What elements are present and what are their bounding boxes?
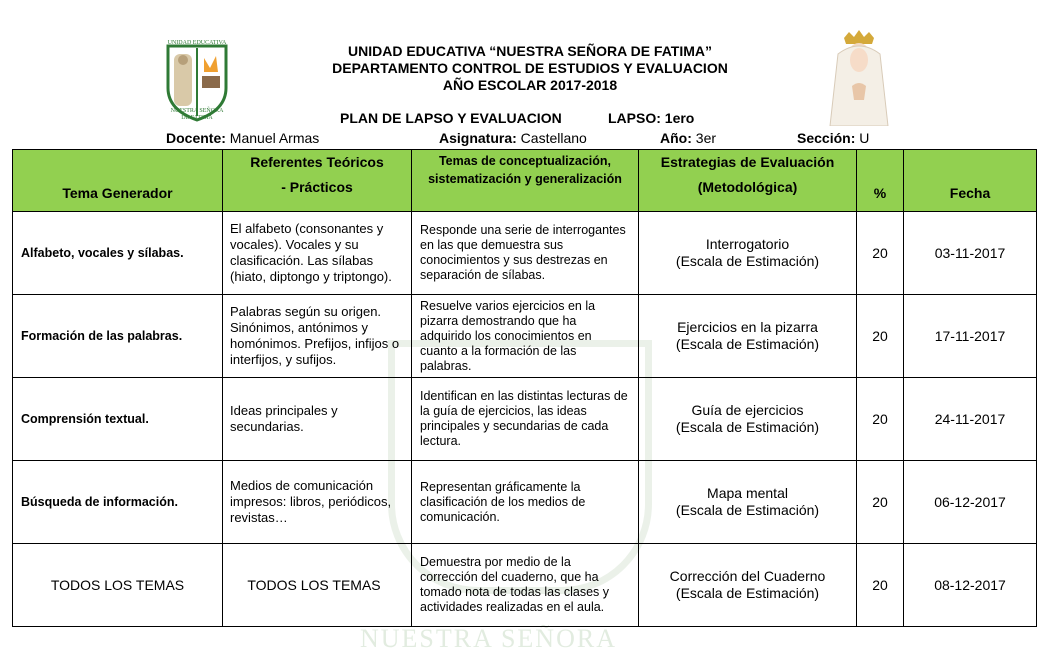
header-temas-line1: Temas de conceptualización, [438, 154, 612, 168]
referentes-cell: Medios de comunicación impresos: libros, periódicos, revistas… [223, 461, 412, 544]
docente-info [166, 130, 319, 146]
logo-top-text: UNIDAD EDUCATIVA [167, 40, 227, 46]
logo-bottom-text-2: DE FATIMA [181, 115, 213, 121]
date-cell: 17-11-2017 [904, 295, 1037, 378]
school-name: UNIDAD EDUCATIVA “NUESTRA SEÑORA DE FATIMA” [348, 43, 712, 59]
date-cell: 03-11-2017 [904, 212, 1037, 295]
estrategia-scale: (Escala de Estimación) [675, 502, 820, 518]
table-row [13, 544, 1037, 627]
tema-cell: Alfabeto, vocales y sílabas. [13, 212, 223, 295]
estrategia-scale: (Escala de Estimación) [675, 419, 820, 435]
header-temas [412, 150, 639, 212]
header-estrategias-line1: Estrategias de Evaluación [660, 154, 835, 170]
header-temas-line2: sistematización y generalización [428, 172, 622, 186]
anio-label: Año: [660, 130, 692, 146]
referentes-cell: TODOS LOS TEMAS [223, 544, 412, 627]
madonna-image [824, 30, 894, 126]
header-porcentaje: % [857, 150, 904, 212]
docente-label: Docente: [166, 130, 226, 146]
percent-cell: 20 [857, 378, 904, 461]
header-referentes [223, 150, 412, 212]
estrategia-cell [639, 295, 857, 378]
table-header-row [13, 150, 1037, 212]
asignatura-value: Castellano [516, 130, 587, 146]
estrategia-name: Corrección del Cuaderno [669, 568, 826, 584]
seccion-value: U [855, 130, 870, 146]
estrategia-scale: (Escala de Estimación) [675, 253, 820, 269]
percent-cell: 20 [857, 461, 904, 544]
estrategia-name: Mapa mental [707, 485, 788, 501]
table-row [13, 461, 1037, 544]
temas-cell: Demuestra por medio de la corrección del cuaderno, que ha tomado nota de todas las clases y actividades realizadas en el aula. [412, 544, 639, 627]
percent-cell: 20 [857, 212, 904, 295]
header-estrategias [639, 150, 857, 212]
tema-cell: Búsqueda de información. [13, 461, 223, 544]
estrategia-cell [639, 212, 857, 295]
percent-cell: 20 [857, 295, 904, 378]
header-referentes-line1: Referentes Teóricos [250, 154, 384, 170]
seccion-info [797, 130, 869, 146]
tema-cell: TODOS LOS TEMAS [13, 544, 223, 627]
table-row [13, 295, 1037, 378]
asignatura-label: Asignatura: [439, 130, 517, 146]
header-estrategias-line2: (Metodológica) [697, 179, 798, 195]
estrategia-name: Interrogatorio [705, 236, 790, 252]
temas-cell: Responde una serie de interrogantes en las que demuestra sus conocimientos y sus destrezas en separación de sílabas. [412, 212, 639, 295]
table-row [13, 212, 1037, 295]
tema-cell: Formación de las palabras. [13, 295, 223, 378]
referentes-cell: Palabras según su origen. Sinónimos, antónimos y homónimos. Prefijos, infijos o interfijos, y sufijos. [223, 295, 412, 378]
logo-bottom-text-1: NUESTRA SEÑORA [170, 108, 224, 114]
lapso-label: LAPSO: 1ero [608, 110, 695, 126]
estrategia-cell [639, 378, 857, 461]
percent-cell: 20 [857, 544, 904, 627]
header-fecha: Fecha [904, 150, 1037, 212]
estrategia-scale: (Escala de Estimación) [675, 585, 820, 601]
watermark-text: NUESTRA SEÑORA [360, 624, 617, 653]
estrategia-name: Ejercicios en la pizarra [677, 319, 818, 335]
tema-cell: Comprensión textual. [13, 378, 223, 461]
department-name: DEPARTAMENTO CONTROL DE ESTUDIOS Y EVALUACION [332, 60, 728, 76]
estrategia-scale: (Escala de Estimación) [675, 336, 820, 352]
header-tema: Tema Generador [13, 150, 223, 212]
header-referentes-line2: - Prácticos [281, 179, 353, 195]
date-cell: 24-11-2017 [904, 378, 1037, 461]
referentes-cell: Ideas principales y secundarias. [223, 378, 412, 461]
estrategia-name: Guía de ejercicios [691, 402, 804, 418]
estrategia-cell [639, 544, 857, 627]
evaluation-plan-table [12, 149, 1037, 627]
anio-info [660, 130, 716, 146]
docente-value: Manuel Armas [225, 130, 320, 146]
asignatura-info [439, 130, 587, 146]
anio-value: 3er [691, 130, 717, 146]
temas-cell: Resuelve varios ejercicios en la pizarra demostrando que ha adquirido los conocimientos en cuanto a la formación de las palabras. [412, 295, 639, 378]
plan-title: PLAN DE LAPSO Y EVALUACION [340, 110, 562, 126]
date-cell: 08-12-2017 [904, 544, 1037, 627]
referentes-cell: El alfabeto (consonantes y vocales). Vocales y su clasificación. Las sílabas (hiato, diptongo y triptongo). [223, 212, 412, 295]
temas-cell: Identifican en las distintas lecturas de la guía de ejercicios, las ideas principales y secundarias de cada lectura. [412, 378, 639, 461]
table-row [13, 378, 1037, 461]
date-cell: 06-12-2017 [904, 461, 1037, 544]
seccion-label: Sección: [797, 130, 856, 146]
estrategia-cell [639, 461, 857, 544]
temas-cell: Representan gráficamente la clasificación de los medios de comunicación. [412, 461, 639, 544]
school-year: AÑO ESCOLAR 2017-2018 [442, 77, 618, 93]
